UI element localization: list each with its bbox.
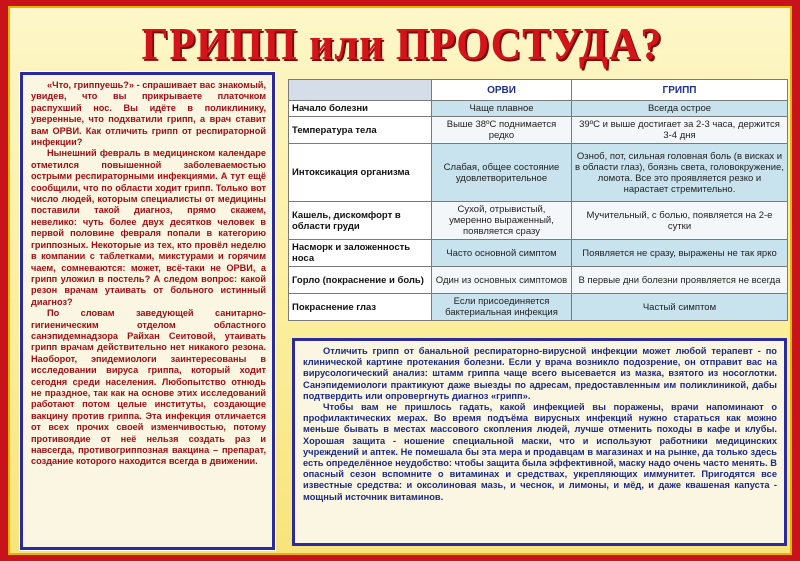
table-row [289,240,788,267]
gripp-cell: Частый симптом [572,294,788,321]
gripp-cell: Мучительный, с болью, появляется на 2-е сутки [572,202,788,240]
left-paragraph: Нынешний февраль в медицинском календаре отметился повышенной заболеваемостью острыми респираторными инфекциями. А тут ещё сообщили, что по области ходит грипп. Только вот число людей, которым специалисты от медицины поставили такой диагноз, прямо скажем, невелико: чуть более двух десятков человек в первой половине февраля попали в категорию гриппозных. Некоторые из тех, кто провёл неделю в компании с таблетками, микстурами и горячим чаем, сомневаются: может, всё-таки не ОРВИ, а грипп уложил в постель? А следом вопрос: какой резон врачам утаивать от больного истинный диагноз? [31,148,266,307]
gripp-cell: 39ºС и выше достигает за 2-3 часа, держится 3-4 дня [572,117,788,144]
orvi-cell: Сухой, отрывистый, умеренно выраженный, появляется сразу [432,202,572,240]
orvi-cell: Если присоединяется бактериальная инфекция [432,294,572,321]
header-orvi: ОРВИ [432,80,572,101]
orvi-cell: Чаще плавное [432,101,572,117]
right-paragraph: Отличить грипп от банальной респираторно-вирусной инфекции может любой терапевт - по клинической картине протекания болезни. Если у врача возникло подозрение, он отправит вас на вирусологический анализ: штамм гриппа чаще всего высевается из мазка, взятого из носоглотки. Санэпидемиологи практикуют даже выезды по адресам, предоставленным им поликлиникой, дабы подтвердить или опровергнуть диагноз «грипп». [303,346,777,401]
orvi-cell: Выше 38ºС поднимается редко [432,117,572,144]
row-label: Насморк и заложенность носа [289,240,432,267]
orvi-cell: Слабая, общее состояние удовлетворительное [432,144,572,202]
row-label: Интоксикация организма [289,144,432,202]
table-row [289,294,788,321]
header-gripp: ГРИПП [572,80,788,101]
orvi-cell: Часто основной симптом [432,240,572,267]
table-row [289,144,788,202]
page-title: ГРИПП или ПРОСТУДА? [141,18,663,69]
table-row [289,202,788,240]
header-corner [289,80,432,101]
comparison-table [288,79,788,321]
gripp-cell: Озноб, пот, сильная головная боль (в висках и в области глаз), боязнь света, головокружение, ломота. Все это проявляется резко и нарастает стремительно. [572,144,788,202]
right-article-panel [292,338,787,546]
gripp-cell: Всегда острое [572,101,788,117]
table-row [289,267,788,294]
gripp-cell: В первые дни болезни проявляется не всегда [572,267,788,294]
table-row [289,101,788,117]
gripp-cell: Появляется не сразу, выражены не так ярко [572,240,788,267]
table-row [289,117,788,144]
left-paragraph: «Что, гриппуешь?» - спрашивает вас знакомый, увидев, что вы прикрываете платочком распухший нос. Вы идёте в поликлинику, уверенные, что подхватили грипп, а врач ставит вам ОРВИ. Как отличить грипп от респираторной инфекции? [31,80,266,148]
right-paragraph: Чтобы вам не пришлось гадать, какой инфекцией вы поражены, врачи напоминают о профилактических мерах. Во время подъёма вирусных инфекций нужно стараться как можно меньше бывать в местах массового скопления людей, лучше отменить походы в кафе и клубы. Хорошая защита - ношение специальной маски, что и используют работники медицинских учреждений и аптек. Не помешала бы эта мера и продавцам в магазинах и на рынке, да только здесь есть определённое неудобство: чтобы защита была эффективной, маску надо очень часто менять. В опасный сезон вспомните о витаминах и средствах, укрепляющих иммунитет. Пригодятся все известные средства: и оксолиновая мазь, и чеснок, и лимоны, и мёд, и даже квашеная капуста - мощный источник витаминов. [303,402,777,502]
comparison-table-wrap [288,79,788,331]
row-label: Температура тела [289,117,432,144]
left-article-panel [20,72,275,550]
poster [8,6,792,555]
row-label: Покраснение глаз [289,294,432,321]
left-paragraph: По словам заведующей санитарно-гигиеническим отделом областного санэпидемнадзора Райхан Сеитовой, утаивать грипп врачам действительно нет никакого резона. Наоборот, эпидемиологи заинтересованы в исследовании вируса гриппа, который ходит сегодня среди населения. Любопытство отнюдь не праздное, так как на основе этих исследований работают потом целые институты, создающие вакцину против гриппа. Эта инфекция отличается от всех прочих своей изменчивостью, потому противоядие от неё нельзя создать раз и навсегда, противогриппозная вакцина – препарат, создание которого находится всегда в движении. [31,308,266,467]
orvi-cell: Один из основных симптомов [432,267,572,294]
row-label: Кашель, дискомфорт в области груди [289,202,432,240]
row-label: Начало болезни [289,101,432,117]
row-label: Горло (покраснение и боль) [289,267,432,294]
table-header-row [289,80,788,101]
